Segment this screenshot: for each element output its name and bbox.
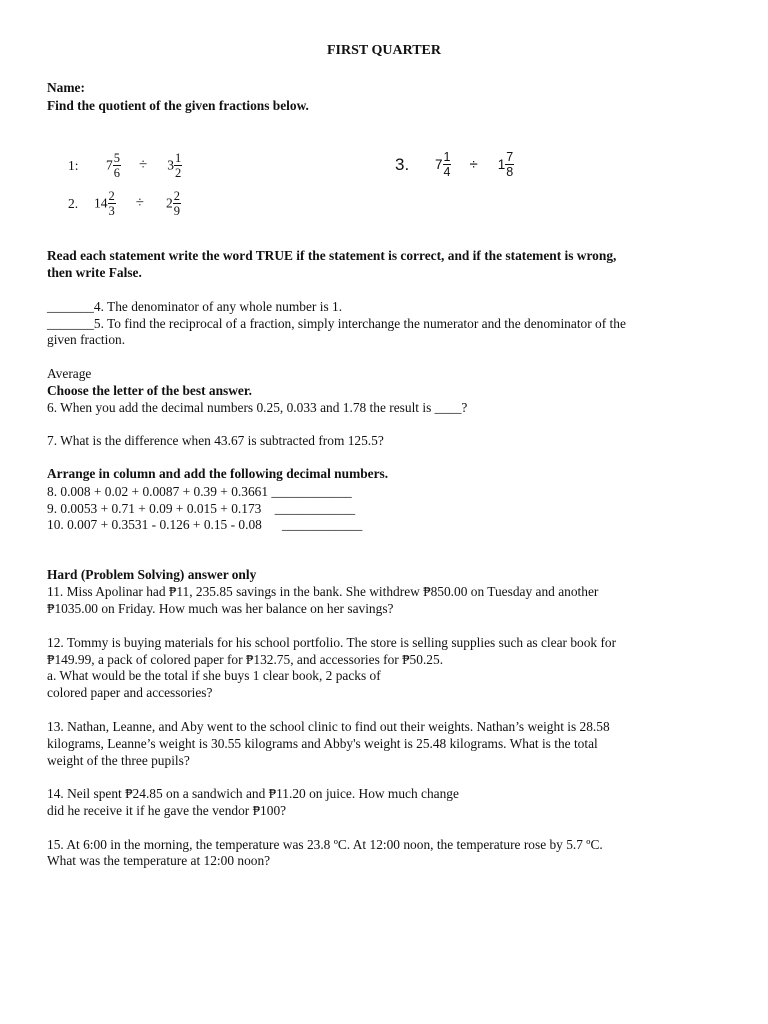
section2-instruction-line2: then write False. [47, 265, 142, 280]
question-12-line1: 12. Tommy is buying materials for his school portfolio. The store is selling supplies such as clear book for [47, 635, 617, 650]
statement-text: 5. To find the reciprocal of a fraction, simply interchange the numerator and the denominator of the [93, 316, 626, 331]
answer-blank[interactable]: ____________ [274, 501, 356, 516]
section5-instruction: Hard (Problem Solving) answer only [47, 567, 257, 582]
whole-part: 7 [435, 157, 443, 172]
question-11-line2: ₱1035.00 on Friday. How much was her balance on her savings? [47, 601, 394, 616]
section1-instruction: Find the quotient of the given fractions below. [47, 98, 309, 113]
question-11-line1: 11. Miss Apolinar had ₱11, 235.85 savings in the bank. She withdrew ₱850.00 on Tuesday and another [47, 584, 599, 599]
column-item-9 [47, 501, 355, 518]
fraction-problem-1 [68, 152, 182, 179]
question-7: 7. What is the difference when 43.67 is subtracted from 125.5? [47, 433, 384, 448]
whole-part: 3 [167, 157, 174, 173]
answer-blank[interactable]: _______ [47, 316, 94, 331]
question-12-line3: a. What would be the total if she buys 1 clear book, 2 packs of [47, 668, 381, 683]
section2-instruction-line1: Read each statement write the word TRUE if the statement is correct, and if the statement is wrong, [47, 248, 617, 263]
fraction-problem-3 [395, 151, 514, 178]
divide-sign: ÷ [469, 156, 478, 173]
answer-blank[interactable]: _______ [47, 299, 94, 314]
question-14-line2: did he receive it if he gave the vendor ₱100? [47, 803, 287, 818]
whole-part: 2 [165, 195, 173, 211]
fraction-problem-2 [68, 190, 181, 217]
tf-item-5 [47, 316, 626, 333]
tf-item-4 [47, 299, 342, 316]
name-label: Name: [47, 80, 85, 95]
question-6: 6. When you add the decimal numbers 0.25, 0.033 and 1.78 the result is ____? [47, 400, 468, 415]
tf-item-5-continuation: given fraction. [47, 332, 126, 347]
whole-part: 1 [497, 157, 506, 172]
divide-sign: ÷ [135, 195, 144, 211]
expression: 10. 0.007 + 0.3531 - 0.126 + 0.15 - 0.08 [47, 517, 262, 532]
question-12-line4: colored paper and accessories? [47, 685, 213, 700]
fraction: $\frac{2}{3}$ [108, 189, 115, 218]
statement-text: 4. The denominator of any whole number is 1. [93, 299, 343, 314]
average-label: Average [47, 366, 92, 381]
question-15-line1: 15. At 6:00 in the morning, the temperature was 23.8 ºC. At 12:00 noon, the temperature rose by 5.7 ºC. [47, 837, 603, 852]
fraction: $\frac{7}{8}$ [506, 150, 514, 179]
answer-blank[interactable]: ____________ [281, 517, 363, 532]
whole-part: 14 [94, 195, 108, 211]
question-12-line2: ₱149.99, a pack of colored paper for ₱132.75, and accessories for ₱50.25. [47, 652, 444, 667]
question-13-line1: 13. Nathan, Leanne, and Aby went to the school clinic to find out their weights. Nathan’s weight is 28.58 [47, 719, 610, 734]
problem-number: 3. [395, 154, 410, 174]
fraction: $\frac{1}{4}$ [443, 150, 451, 179]
fraction: $\frac{1}{2}$ [174, 151, 182, 180]
whole-part: 7 [106, 157, 113, 173]
fraction: $\frac{5}{6}$ [113, 151, 120, 180]
fraction: $\frac{2}{9}$ [173, 189, 180, 218]
answer-blank[interactable]: ____________ [271, 484, 352, 499]
question-15-line2: What was the temperature at 12:00 noon? [47, 853, 271, 868]
expression: 8. 0.008 + 0.02 + 0.0087 + 0.39 + 0.3661 [47, 484, 269, 499]
section4-instruction: Arrange in column and add the following decimal numbers. [47, 466, 389, 481]
column-item-8 [47, 484, 352, 501]
column-item-10 [47, 517, 362, 534]
question-13-line2: kilograms, Leanne’s weight is 30.55 kilograms and Abby's weight is 25.48 kilograms. What is the total [47, 736, 598, 751]
expression: 9. 0.0053 + 0.71 + 0.09 + 0.015 + 0.173 [47, 501, 262, 516]
question-13-line3: weight of the three pupils? [47, 753, 190, 768]
question-14-line1: 14. Neil spent ₱24.85 on a sandwich and ₱11.20 on juice. How much change [47, 786, 459, 801]
divide-sign: ÷ [139, 157, 148, 173]
problem-number: 2. [68, 195, 79, 211]
section3-instruction: Choose the letter of the best answer. [47, 383, 252, 398]
page-title: FIRST QUARTER [327, 43, 441, 58]
problem-number: 1: [68, 157, 79, 173]
